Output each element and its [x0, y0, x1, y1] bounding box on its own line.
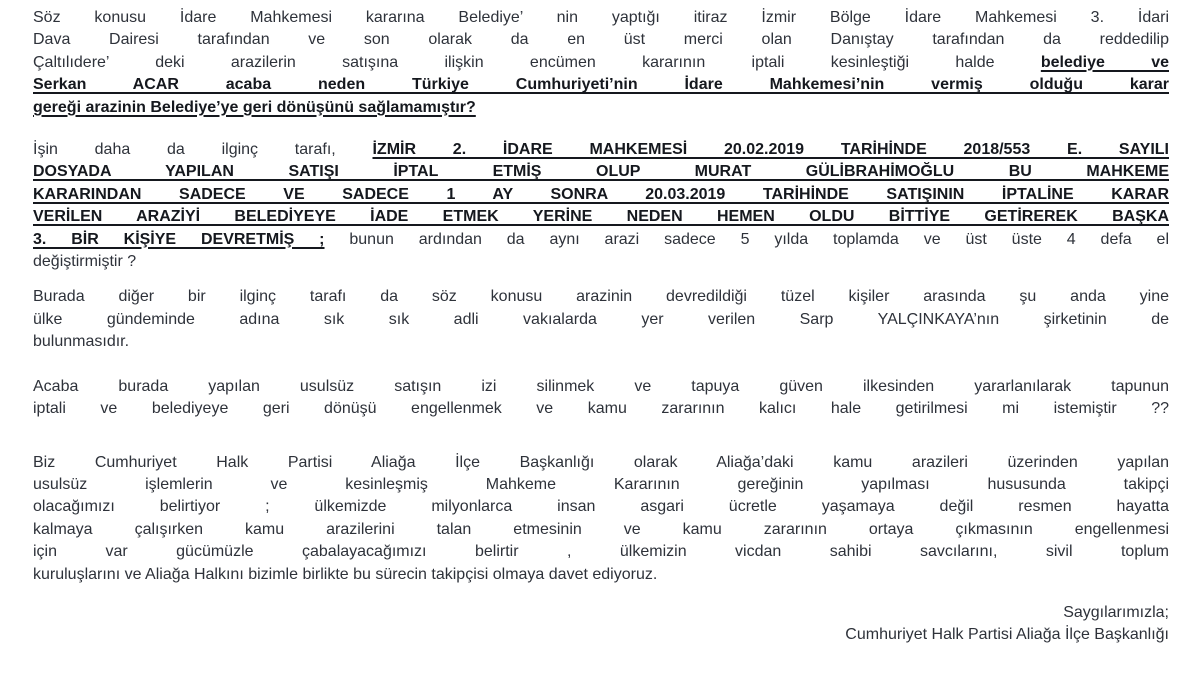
closing-signature: Cumhuriyet Halk Partisi Aliağa İlçe Başkanlığı — [845, 626, 1169, 644]
text-run: iptali ve belediyeye geri dönüşü engellenmek ve kamu zararının kalıcı hale getirilmesi mi istemiştir ?? — [33, 400, 1169, 418]
text-run: İşin daha da ilginç tarafı, — [33, 141, 373, 159]
text-run: için var gücümüzle çabalayacağımızı belirtir , ülkemizin vicdan sahibi savcılarını, sivil toplum — [33, 543, 1169, 561]
text-line — [33, 251, 1169, 273]
text-run: Çaltılıdere’ deki arazilerin satışına ilişkin encümen kararının iptali kesinleştiği halde — [33, 53, 1041, 71]
text-run: kuruluşlarını ve Aliağa Halkını bizimle birlikte bu sürecin takipçisi olmaya davet ediyoruz. — [33, 565, 658, 583]
text-line — [33, 74, 1169, 96]
text-run: ülke gündeminde adına sık sık adli vakıalarda yer verilen Sarp YALÇINKAYA’nın şirketinin de — [33, 310, 1169, 328]
text-line — [33, 7, 1169, 29]
text-line — [33, 398, 1169, 420]
text-run: Dava Dairesi tarafından ve son olarak da en üst merci olan Danıştay tarafından da reddedilip — [33, 31, 1169, 49]
text-run: değiştirmiştir ? — [33, 253, 137, 271]
document-body — [33, 7, 1169, 647]
paragraph-1 — [33, 7, 1169, 119]
text-line — [33, 184, 1169, 206]
paragraph-5 — [33, 452, 1169, 586]
text-run: usulsüz işlemlerin ve kesinleşmiş Mahkeme Kararının gereğinin yapılması hususunda takipçi — [33, 475, 1169, 493]
text-run: Acaba burada yapılan usulsüz satışın izi silinmek ve tapuya güven ilkesinden yararlanılarak tapunun — [33, 377, 1169, 395]
text-line — [33, 474, 1169, 496]
text-line — [33, 52, 1169, 74]
text-run: bulunmasıdır. — [33, 333, 130, 351]
signature-block — [33, 602, 1169, 647]
text-line — [33, 161, 1169, 183]
closing-salutation: Saygılarımızla; — [1063, 603, 1169, 621]
text-line — [33, 376, 1169, 398]
emphasized-text-run: DOSYADA YAPILAN SATIŞI İPTAL ETMİŞ OLUP MURAT GÜLİBRAHİMOĞLU BU MAHKEME — [33, 163, 1169, 181]
text-line — [33, 29, 1169, 51]
emphasized-text-run: VERİLEN ARAZİYİ BELEDİYEYE İADE ETMEK YERİNE NEDEN HEMEN OLDU BİTTİYE GETİREREK BAŞKA — [33, 208, 1169, 226]
paragraph-3 — [33, 286, 1169, 353]
text-line — [33, 331, 1169, 353]
text-run: Burada diğer bir ilginç tarafı da söz konusu arazinin devredildiği tüzel kişiler arasında şu anda yine — [33, 288, 1169, 306]
text-line — [33, 97, 1169, 119]
paragraph-4 — [33, 376, 1169, 421]
text-run: bunun ardından da aynı arazi sadece 5 yılda toplamda ve üst üste 4 defa el — [324, 230, 1170, 248]
text-run: Biz Cumhuriyet Halk Partisi Aliağa İlçe Başkanlığı olarak Aliağa’daki kamu arazileri üzerinden yapılan — [33, 453, 1169, 471]
emphasized-text-run: İZMİR 2. İDARE MAHKEMESİ 20.02.2019 TARİHİNDE 2018/553 E. SAYILI — [372, 141, 1169, 159]
text-run: Söz konusu İdare Mahkemesi kararına Belediye’ nin yaptığı itiraz İzmir Bölge İdare Mahkemesi 3. İdari — [33, 9, 1169, 26]
emphasized-text-run: gereği arazinin Belediye’ye geri dönüşünü sağlamamıştır? — [33, 98, 476, 116]
text-line — [33, 309, 1169, 331]
emphasized-text-run: 3. BİR KİŞİYE DEVRETMİŞ ; — [33, 230, 325, 248]
emphasized-text-run: belediye ve — [1040, 53, 1169, 71]
text-line — [33, 519, 1169, 541]
text-line — [33, 564, 1169, 586]
text-run: olacağımızı belirtiyor ; ülkemizde milyonlarca insan asgari ücretle yaşamaya değil resmen hayatta — [33, 498, 1169, 516]
paragraph-2 — [33, 139, 1169, 273]
text-line — [33, 286, 1169, 308]
text-line — [33, 496, 1169, 518]
text-run: kalmaya çalışırken kamu arazilerini talan etmesinin ve kamu zararının ortaya çıkmasının engellenmesi — [33, 520, 1169, 538]
text-line — [33, 139, 1169, 161]
text-line — [33, 229, 1169, 251]
emphasized-text-run: KARARINDAN SADECE VE SADECE 1 AY SONRA 20.03.2019 TARİHİNDE SATIŞININ İPTALİNE KARAR — [33, 185, 1169, 203]
emphasized-text-run: Serkan ACAR acaba neden Türkiye Cumhuriyeti’nin İdare Mahkemesi’nin vermiş olduğu karar — [33, 76, 1169, 94]
text-line — [33, 541, 1169, 563]
text-line — [33, 452, 1169, 474]
text-line — [33, 206, 1169, 228]
